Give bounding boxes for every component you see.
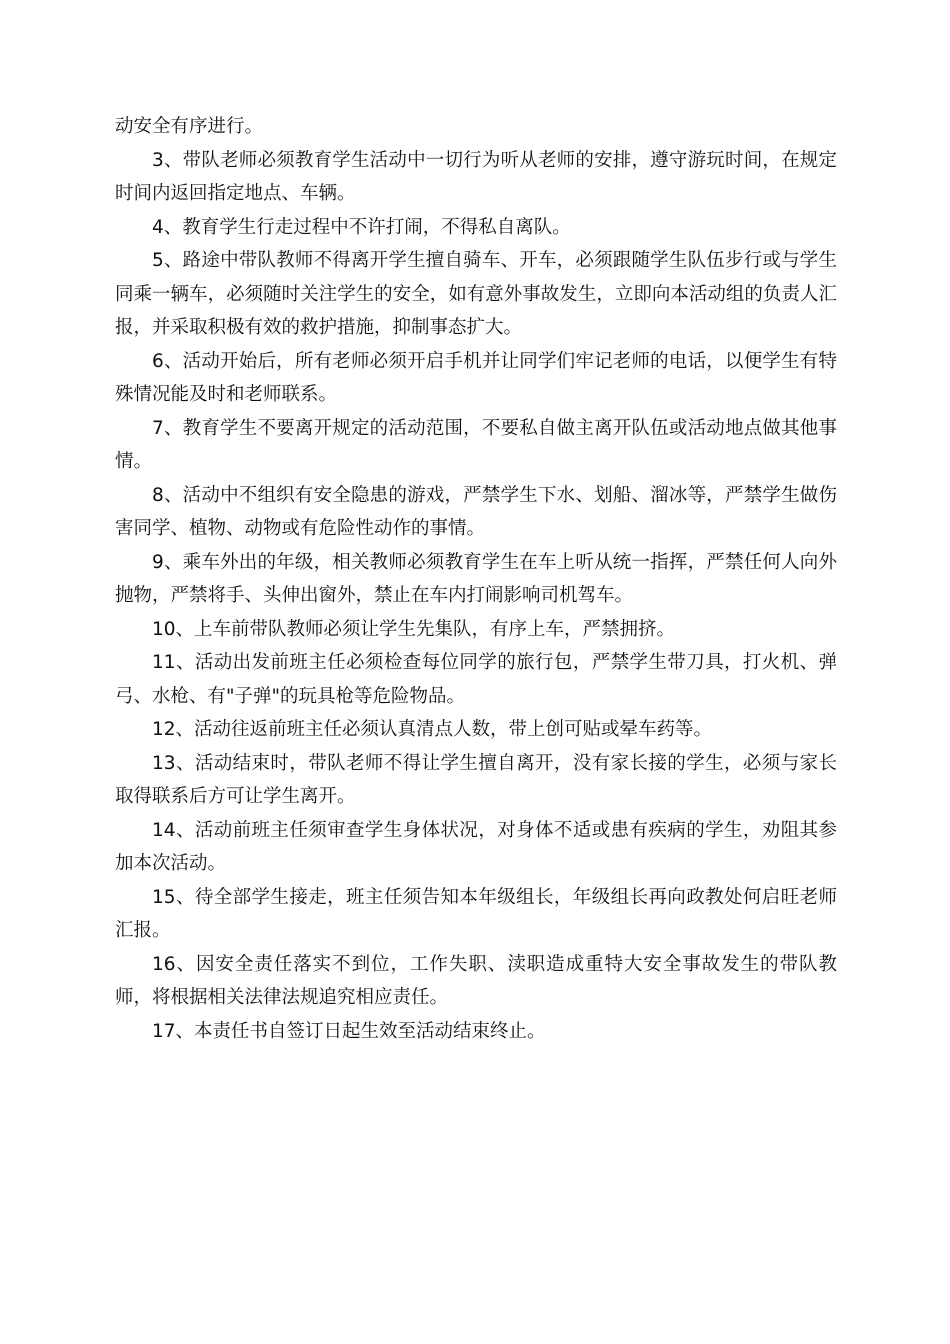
- document-body: [115, 110, 837, 1048]
- item-13-paragraph: 13、活动结束时，带队老师不得让学生擅自离开，没有家长接的学生，必须与家长取得联系后方可让学生离开。: [115, 752, 837, 807]
- item-6-paragraph: 6、活动开始后，所有老师必须开启手机并让同学们牢记老师的电话，以便学生有特殊情况能及时和老师联系。: [115, 350, 837, 405]
- item-10-paragraph: 10、上车前带队教师必须让学生先集队，有序上车，严禁拥挤。: [152, 618, 676, 640]
- item-7-paragraph: 7、教育学生不要离开规定的活动范围，不要私自做主离开队伍或活动地点做其他事情。: [115, 417, 837, 472]
- item-3-paragraph: 3、带队老师必须教育学生活动中一切行为听从老师的安排，遵守游玩时间，在规定时间内返回指定地点、车辆。: [115, 149, 837, 204]
- item-12-paragraph: 12、活动往返前班主任必须认真清点人数，带上创可贴或晕车药等。: [152, 719, 713, 740]
- item-9-paragraph: 9、乘车外出的年级，相关教师必须教育学生在车上听从统一指挥，严禁任何人向外抛物，严禁将手、头伸出窗外，禁止在车内打闹影响司机驾车。: [115, 551, 837, 606]
- item-8-paragraph: 8、活动中不组织有安全隐患的游戏，严禁学生下水、划船、溜冰等，严禁学生做伤害同学、植物、动物或有危险性动作的事情。: [115, 484, 837, 539]
- item-15-paragraph: 15、待全部学生接走，班主任须告知本年级组长，年级组长再向政教处何启旺老师汇报。: [115, 886, 837, 941]
- continuation-paragraph: 动安全有序进行。: [115, 116, 264, 137]
- item-4-paragraph: 4、教育学生行走过程中不许打闹，不得私自离队。: [152, 216, 571, 238]
- item-14-paragraph: 14、活动前班主任须审查学生身体状况，对身体不适或患有疾病的学生，劝阻其参加本次活动。: [115, 819, 837, 874]
- item-5-paragraph: 5、路途中带队教师不得离开学生擅自骑车、开车，必须跟随学生队伍步行或与学生同乘一辆车，必须随时关注学生的安全，如有意外事故发生，立即向本活动组的负责人汇报，并采取积极有效的救护措施，抑制事态扩大。: [115, 250, 837, 338]
- item-16-paragraph: 16、因安全责任落实不到位，工作失职、渎职造成重特大安全事故发生的带队教师，将根据相关法律法规追究相应责任。: [115, 953, 837, 1008]
- item-17-paragraph: 17、本责任书自签订日起生效至活动结束终止。: [152, 1020, 546, 1042]
- item-11-paragraph: 11、活动出发前班主任必须检查每位同学的旅行包，严禁学生带刀具，打火机、弹弓、水枪、有"子弹"的玩具枪等危险物品。: [115, 652, 837, 707]
